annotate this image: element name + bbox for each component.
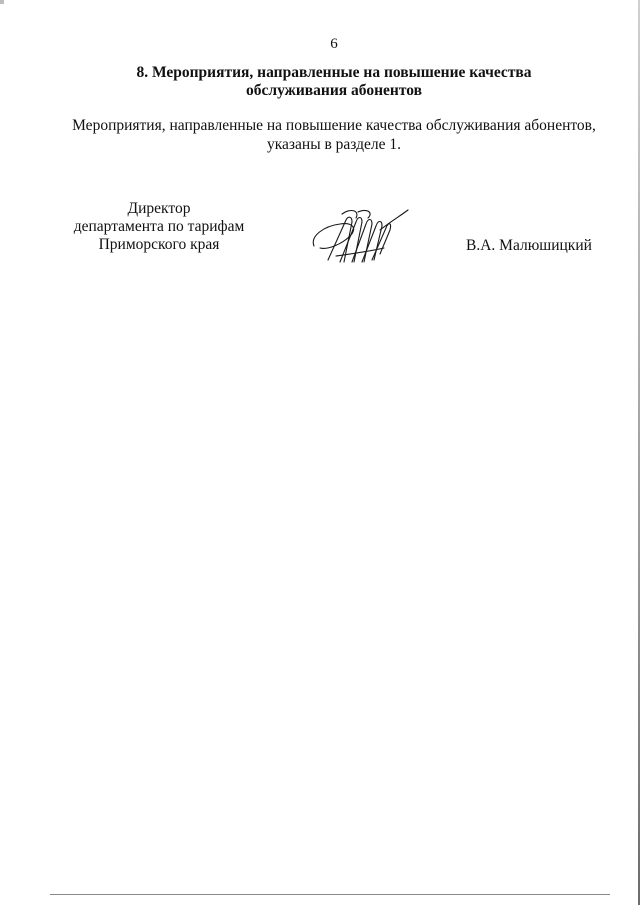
section-title-line-2: обслуживания абонентов bbox=[246, 82, 422, 99]
section-title-line-1: 8. Мероприятия, направленные на повышение качества bbox=[136, 64, 532, 81]
page-number: 6 bbox=[330, 36, 338, 52]
signature-stroke-underline bbox=[336, 248, 384, 256]
signatory-position-line-1: Директор bbox=[127, 200, 191, 217]
body-line-2: указаны в разделе 1. bbox=[266, 136, 402, 153]
handwritten-signature bbox=[306, 204, 416, 266]
signatory-name: В.А. Малюшицкий bbox=[466, 237, 592, 254]
signatory-position bbox=[50, 200, 268, 254]
body-line-1: Мероприятия, направленные на повышение качества обслуживания абонентов, bbox=[72, 117, 596, 134]
scan-corner-mark bbox=[0, 0, 4, 4]
signatory-position-line-2: департамента по тарифам bbox=[73, 218, 245, 235]
section-title bbox=[60, 64, 608, 100]
scan-bottom-edge bbox=[50, 894, 610, 895]
signature-stroke-tail bbox=[380, 210, 408, 230]
body-paragraph bbox=[40, 116, 628, 154]
signature-stroke-top-2 bbox=[358, 210, 370, 218]
signatory-position-line-3: Приморского края bbox=[98, 236, 220, 253]
